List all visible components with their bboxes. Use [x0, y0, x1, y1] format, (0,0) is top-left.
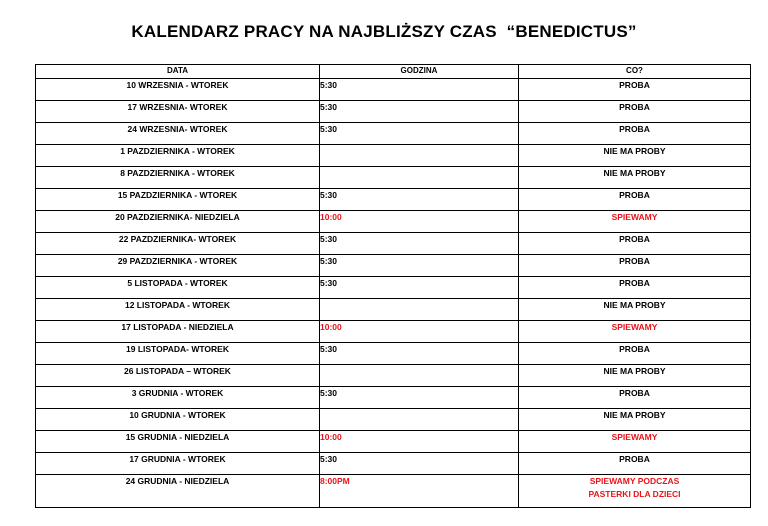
row-time: 5:30	[320, 387, 519, 409]
table-row	[36, 475, 751, 508]
row-time: 5:30	[320, 453, 519, 475]
row-date: 17 WRZESNIA- WTOREK	[36, 101, 320, 123]
row-time: 5:30	[320, 123, 519, 145]
table-row	[36, 431, 751, 453]
row-activity: SPIEWAMY PODCZAS	[589, 476, 680, 486]
table-row	[36, 409, 751, 431]
row-time	[320, 409, 519, 431]
row-date: 10 GRUDNIA - WTOREK	[36, 409, 320, 431]
row-activity: PROBA	[519, 123, 751, 145]
row-time: 5:30	[320, 233, 519, 255]
table-row	[36, 277, 751, 299]
schedule-table	[35, 64, 751, 508]
row-date: 8 PAZDZIERNIKA - WTOREK	[36, 167, 320, 189]
row-activity-continued: PASTERKI DLA DZIECI	[588, 489, 681, 499]
table-row	[36, 79, 751, 101]
row-activity: NIE MA PROBY	[519, 167, 751, 189]
table-row	[36, 299, 751, 321]
table-row	[36, 101, 751, 123]
row-activity-cell	[519, 475, 751, 508]
table-row	[36, 145, 751, 167]
row-date: 29 PAZDZIERNIKA - WTOREK	[36, 255, 320, 277]
row-date: 12 LISTOPADA - WTOREK	[36, 299, 320, 321]
row-activity: PROBA	[519, 387, 751, 409]
row-time	[320, 167, 519, 189]
row-time	[320, 145, 519, 167]
row-time: 5:30	[320, 277, 519, 299]
row-time: 5:30	[320, 343, 519, 365]
row-time: 8:00PM	[320, 475, 519, 508]
row-date: 22 PAZDZIERNIKA- WTOREK	[36, 233, 320, 255]
header-date: DATA	[36, 65, 320, 79]
row-activity: SPIEWAMY	[519, 431, 751, 453]
row-date: 17 GRUDNIA - WTOREK	[36, 453, 320, 475]
row-activity: SPIEWAMY	[519, 321, 751, 343]
row-date: 15 GRUDNIA - NIEDZIELA	[36, 431, 320, 453]
row-time: 10:00	[320, 211, 519, 233]
row-activity: NIE MA PROBY	[519, 365, 751, 387]
row-date: 15 PAZDZIERNIKA - WTOREK	[36, 189, 320, 211]
row-date: 17 LISTOPADA - NIEDZIELA	[36, 321, 320, 343]
table-row	[36, 321, 751, 343]
row-date: 24 GRUDNIA - NIEDZIELA	[36, 475, 320, 508]
row-activity: PROBA	[519, 343, 751, 365]
row-date: 5 LISTOPADA - WTOREK	[36, 277, 320, 299]
row-activity: PROBA	[519, 189, 751, 211]
page-title: KALENDARZ PRACY NA NAJBLIŻSZY CZAS “BENEDICTUS”	[131, 22, 637, 41]
row-date: 10 WRZESNIA - WTOREK	[36, 79, 320, 101]
row-activity: NIE MA PROBY	[519, 409, 751, 431]
table-row	[36, 167, 751, 189]
row-activity: NIE MA PROBY	[519, 299, 751, 321]
row-date: 20 PAZDZIERNIKA- NIEDZIELA	[36, 211, 320, 233]
row-time: 10:00	[320, 431, 519, 453]
table-header-row	[36, 65, 751, 79]
row-date: 1 PAZDZIERNIKA - WTOREK	[36, 145, 320, 167]
table-row	[36, 453, 751, 475]
row-activity: PROBA	[519, 79, 751, 101]
row-time	[320, 299, 519, 321]
row-activity: PROBA	[519, 255, 751, 277]
row-date: 19 LISTOPADA- WTOREK	[36, 343, 320, 365]
row-time: 10:00	[320, 321, 519, 343]
table-row	[36, 123, 751, 145]
table-row	[36, 343, 751, 365]
row-time	[320, 365, 519, 387]
row-date: 3 GRUDNIA - WTOREK	[36, 387, 320, 409]
row-activity: PROBA	[519, 101, 751, 123]
table-row	[36, 255, 751, 277]
row-date: 24 WRZESNIA- WTOREK	[36, 123, 320, 145]
row-activity: PROBA	[519, 277, 751, 299]
table-row	[36, 233, 751, 255]
row-time: 5:30	[320, 101, 519, 123]
row-activity: NIE MA PROBY	[519, 145, 751, 167]
table-row	[36, 365, 751, 387]
row-activity: PROBA	[519, 453, 751, 475]
row-time: 5:30	[320, 255, 519, 277]
header-time: GODZINA	[320, 65, 519, 79]
row-activity: SPIEWAMY	[519, 211, 751, 233]
row-time: 5:30	[320, 189, 519, 211]
row-date: 26 LISTOPADA – WTOREK	[36, 365, 320, 387]
table-row	[36, 189, 751, 211]
row-time: 5:30	[320, 79, 519, 101]
header-what: CO?	[519, 65, 751, 79]
table-row	[36, 211, 751, 233]
table-row	[36, 387, 751, 409]
row-activity: PROBA	[519, 233, 751, 255]
